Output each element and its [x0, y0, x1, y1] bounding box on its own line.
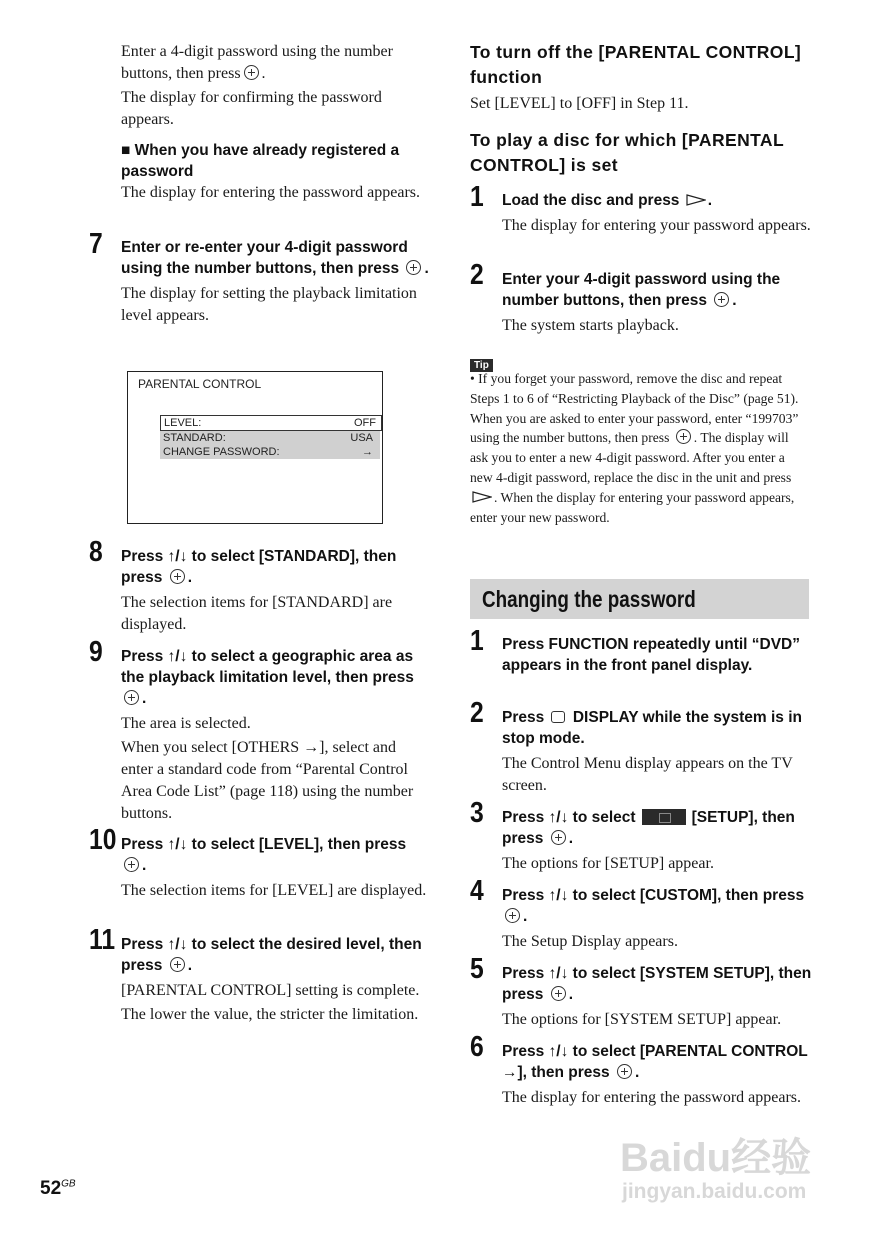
- menu-row-change-password: [160, 445, 380, 459]
- cp-step-6: [502, 1041, 812, 1109]
- step-number: 11: [89, 924, 116, 956]
- up-down-arrows-icon: ↑/↓: [167, 648, 188, 665]
- sub-body: The display for entering the password appears.: [121, 184, 421, 201]
- step-body: [PARENTAL CONTROL] setting is complete.: [121, 982, 420, 999]
- step-body: The Setup Display appears.: [502, 933, 678, 950]
- step-body: The selection items for [STANDARD] are displayed.: [121, 594, 393, 633]
- sub-heading: ■ When you have already registered a password: [121, 142, 400, 180]
- step-instruction: Press ↑/↓ to select a geographic area as the playback limitation level, then press .: [121, 648, 414, 707]
- screen-menu: [160, 415, 382, 459]
- step-body: The display for entering the password appears.: [502, 1089, 802, 1106]
- menu-label: STANDARD:: [163, 432, 226, 444]
- step-body: The lower the value, the stricter the limitation.: [121, 1006, 419, 1023]
- enter-icon: [505, 908, 520, 923]
- cp-step-2: [502, 707, 812, 797]
- step-11: [121, 934, 431, 1026]
- step-instruction: Press FUNCTION repeatedly until “DVD” appears in the front panel display.: [502, 636, 801, 674]
- enter-icon: [676, 429, 691, 444]
- step-number: 2: [470, 259, 484, 291]
- step-body: The selection items for [LEVEL] are displayed.: [121, 882, 427, 899]
- display-button-icon: [551, 711, 565, 723]
- enter-icon: [244, 65, 259, 80]
- step-body: When you select [OTHERS →], select and enter a standard code from “Parental Control Area Code List” (page 118) using the number buttons.: [121, 739, 414, 822]
- cp-step-4: [502, 885, 812, 953]
- step-number: 4: [470, 875, 484, 907]
- up-down-arrows-icon: ↑/↓: [548, 887, 569, 904]
- step-number: 2: [470, 697, 484, 729]
- step-instruction: Enter your 4-digit password using the number buttons, then press .: [502, 271, 781, 309]
- cp-step-5: [502, 963, 812, 1031]
- play-step-1: [502, 190, 812, 237]
- up-down-arrows-icon: ↑/↓: [548, 965, 569, 982]
- enter-icon: [714, 292, 729, 307]
- menu-shaded-rows: [160, 431, 380, 459]
- play-step-2: [502, 269, 812, 337]
- enter-icon: [170, 569, 185, 584]
- step-number: 8: [89, 536, 103, 568]
- menu-row-standard: [160, 431, 380, 445]
- screen-title: PARENTAL CONTROL: [138, 377, 262, 391]
- step-instruction: Press ↑/↓ to select [LEVEL], then press .: [121, 836, 407, 874]
- step-number: 7: [89, 228, 103, 260]
- enter-icon: [617, 1064, 632, 1079]
- page-suffix: GB: [61, 1178, 76, 1190]
- step-instruction: Load the disc and press .: [502, 192, 713, 209]
- step-instruction: Press ↑/↓ to select the desired level, then press .: [121, 936, 422, 974]
- section-body: Set [LEVEL] to [OFF] in Step 11.: [470, 95, 689, 112]
- watermark-logo: Baidu经验: [620, 1136, 812, 1180]
- step-instruction: Press ↑/↓ to select [CUSTOM], then press .: [502, 887, 805, 925]
- step-instruction: Press ↑/↓ to select [STANDARD], then press .: [121, 548, 397, 586]
- cp-step-1: [502, 634, 802, 676]
- up-down-arrows-icon: ↑/↓: [548, 809, 569, 826]
- turn-off-section: [470, 40, 810, 115]
- tip-badge: Tip: [470, 355, 493, 373]
- step-10: [121, 834, 431, 902]
- menu-value: OFF: [354, 417, 376, 429]
- step-body: The options for [SETUP] appear.: [502, 855, 714, 872]
- step-body: The options for [SYSTEM SETUP] appear.: [502, 1011, 782, 1028]
- step-instruction: Press ↑/↓ to select [PARENTAL CONTROL →], then press .: [502, 1043, 808, 1081]
- step-instruction: Press ↑/↓ to select [SYSTEM SETUP], then press .: [502, 965, 812, 1003]
- play-icon: [686, 194, 706, 206]
- enter-icon: [551, 986, 566, 1001]
- enter-icon: [406, 260, 421, 275]
- menu-row-level: [160, 415, 382, 431]
- menu-value: →: [362, 446, 373, 458]
- section-heading: To turn off the [PARENTAL CONTROL] function: [470, 42, 802, 87]
- menu-value: USA: [350, 432, 373, 444]
- step-body: The display for setting the playback limitation level appears.: [121, 285, 417, 324]
- enter-icon: [124, 857, 139, 872]
- menu-label: LEVEL:: [164, 417, 202, 429]
- up-down-arrows-icon: ↑/↓: [548, 1043, 569, 1060]
- step-9: [121, 646, 431, 825]
- step-instruction: Press DISPLAY while the system is in stop mode.: [502, 709, 802, 747]
- play-icon: [472, 491, 492, 503]
- intro-paragraph-2: The display for confirming the password appears.: [121, 89, 382, 128]
- step-8: [121, 546, 431, 636]
- menu-label: CHANGE PASSWORD:: [163, 446, 280, 458]
- tip-text: • If you forget your password, remove the disc and repeat Steps 1 to 6 of “Restricting Playback of the Disc” (page 51). When you are asked to enter your password, enter “199703” using the number buttons, then press . The display will ask you to enter a new 4-digit password. After you enter a new 4-digit password, replace the disc in the unit and press . When the display for entering your password appears, enter your new password.: [470, 371, 799, 525]
- up-down-arrows-icon: ↑/↓: [167, 836, 188, 853]
- watermark-url: jingyan.baidu.com: [622, 1180, 807, 1203]
- up-down-arrows-icon: ↑/↓: [167, 548, 188, 565]
- step-body: The system starts playback.: [502, 317, 679, 334]
- enter-icon: [170, 957, 185, 972]
- play-disc-section: [470, 128, 810, 178]
- step-instruction: Enter or re-enter your 4-digit password using the number buttons, then press .: [121, 239, 429, 277]
- step-number: 9: [89, 636, 103, 668]
- step-number: 10: [89, 824, 117, 856]
- parental-control-screen: [127, 371, 383, 524]
- step-number: 6: [470, 1031, 484, 1063]
- step-number: 1: [470, 181, 484, 213]
- step-number: 5: [470, 953, 484, 985]
- step-body: The display for entering your password appears.: [502, 217, 811, 234]
- enter-icon: [551, 830, 566, 845]
- intro-block: [121, 41, 431, 204]
- step-number: 1: [470, 625, 484, 657]
- section-banner: Changing the password: [470, 579, 809, 619]
- enter-icon: [124, 690, 139, 705]
- step-body: The Control Menu display appears on the TV screen.: [502, 755, 793, 794]
- section-heading: To play a disc for which [PARENTAL CONTROL] is set: [470, 130, 784, 175]
- intro-paragraph-1: Enter a 4-digit password using the number buttons, then press .: [121, 43, 393, 82]
- step-7: [121, 237, 431, 327]
- page-number: $52^{GB}$: [40, 1178, 76, 1199]
- setup-toolbox-icon: [642, 809, 686, 825]
- cp-step-3: [502, 807, 812, 875]
- step-number: 3: [470, 797, 484, 829]
- step-body: The area is selected.: [121, 715, 251, 732]
- step-instruction: Press ↑/↓ to select [SETUP], then press .: [502, 809, 795, 847]
- up-down-arrows-icon: ↑/↓: [167, 936, 188, 953]
